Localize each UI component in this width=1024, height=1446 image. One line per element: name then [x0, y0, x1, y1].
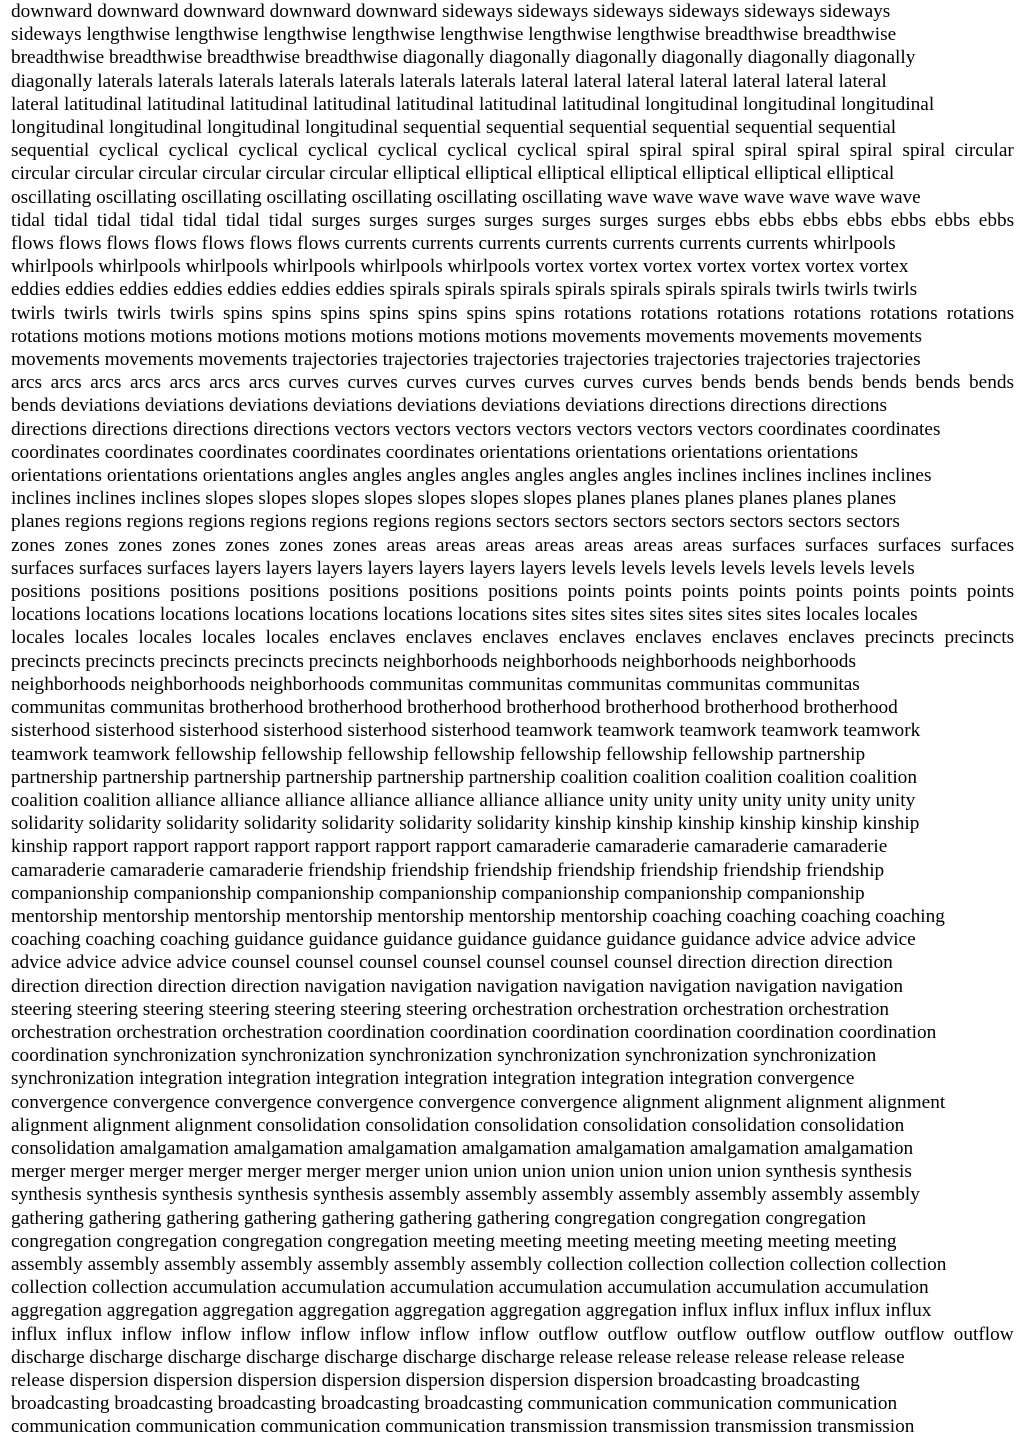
text-line: planes regions regions regions regions regions regions regions sectors sectors sectors sectors sectors sectors sectors [11, 511, 900, 533]
text-line: sequential cyclical cyclical cyclical cyclical cyclical cyclical cyclical spiral spiral spiral spiral spiral spiral spiral circular [11, 140, 1014, 162]
text-line: twirls twirls twirls twirls spins spins spins spins spins spins spins rotations rotations rotations rotations rotations rotations [11, 302, 1014, 324]
text-line: direction direction direction direction navigation navigation navigation navigation navigation navigation navigation [11, 975, 904, 997]
text-line: downward downward downward downward downward sideways sideways sideways sideways sideways sideways [11, 1, 891, 22]
text-line: positions positions positions positions positions positions positions points points points points points points points points [11, 581, 1014, 603]
text-line: locales locales locales locales locales enclaves enclaves enclaves enclaves enclaves enclaves enclaves precincts precincts [11, 627, 1014, 649]
text-line: teamwork teamwork fellowship fellowship fellowship fellowship fellowship fellowship fellowship partnership [11, 743, 866, 765]
text-line: flows flows flows flows flows flows flows currents currents currents currents currents currents currents whirlpools [11, 233, 896, 255]
text-line: partnership partnership partnership partnership partnership partnership coalition coalition coalition coalition coalition [11, 766, 917, 788]
text-line: tidal tidal tidal tidal tidal tidal tidal surges surges surges surges surges surges surges ebbs ebbs ebbs ebbs ebbs ebbs ebbs [11, 209, 1014, 231]
text-line: gathering gathering gathering gathering gathering gathering gathering congregation congregation congregation [11, 1207, 867, 1229]
text-line: coordination synchronization synchronization synchronization synchronization synchronization synchronization [11, 1045, 877, 1067]
text-line: longitudinal longitudinal longitudinal longitudinal sequential sequential sequential sequential sequential sequential [11, 117, 897, 139]
text-line: convergence convergence convergence convergence convergence convergence alignment alignment alignment alignment [11, 1091, 946, 1113]
text-line: kinship rapport rapport rapport rapport rapport rapport rapport camaraderie camaraderie camaraderie camaraderie [11, 836, 888, 858]
text-line: movements movements movements trajectories trajectories trajectories trajectories trajectories trajectories trajectories [11, 349, 921, 371]
text-line: neighborhoods neighborhoods neighborhoods communitas communitas communitas communitas communitas [11, 673, 860, 695]
text-line: congregation congregation congregation congregation meeting meeting meeting meeting meeting meeting meeting [11, 1230, 897, 1252]
text-line: zones zones zones zones zones zones zones areas areas areas areas areas areas areas surfaces surfaces surfaces surfaces [11, 534, 1014, 556]
text-line: precincts precincts precincts precincts precincts neighborhoods neighborhoods neighborhoods neighborhoods [11, 650, 856, 672]
text-line: camaraderie camaraderie camaraderie friendship friendship friendship friendship friendship friendship friendship [11, 859, 885, 881]
text-line: discharge discharge discharge discharge discharge discharge discharge release release release release release release [11, 1346, 905, 1368]
text-line: directions directions directions directions vectors vectors vectors vectors vectors vectors vectors coordinates coordinates [11, 418, 941, 440]
text-line: coalition coalition alliance alliance alliance alliance alliance alliance alliance unity unity unity unity unity unity unity [11, 789, 916, 811]
text-line: bends deviations deviations deviations deviations deviations deviations deviations directions directions directions [11, 395, 888, 417]
text-line: lateral latitudinal latitudinal latitudinal latitudinal latitudinal latitudinal latitudinal longitudinal longitudinal longitudinal [11, 93, 935, 115]
text-line: breadthwise breadthwise breadthwise breadthwise diagonally diagonally diagonally diagonally diagonally diagonally [11, 47, 916, 69]
text-line: orchestration orchestration orchestration coordination coordination coordination coordination coordination coordination [11, 1021, 937, 1043]
text-line: inclines inclines inclines slopes slopes slopes slopes slopes slopes slopes planes planes planes planes planes planes [11, 488, 897, 510]
text-line: oscillating oscillating oscillating oscillating oscillating oscillating oscillating wave wave wave wave wave wave wave [11, 186, 921, 208]
text-line: alignment alignment alignment consolidation consolidation consolidation consolidation consolidation consolidation [11, 1114, 905, 1136]
text-line: arcs arcs arcs arcs arcs arcs arcs curves curves curves curves curves curves curves bends bends bends bends bends bends [11, 372, 1014, 394]
text-line: surfaces surfaces surfaces layers layers layers layers layers layers layers levels levels levels levels levels levels levels [11, 557, 915, 579]
text-line: synchronization integration integration integration integration integration integration integration convergence [11, 1068, 855, 1090]
text-line: broadcasting broadcasting broadcasting broadcasting broadcasting communication communication communication [11, 1393, 898, 1415]
text-line: communitas communitas brotherhood brotherhood brotherhood brotherhood brotherhood brotherhood brotherhood [11, 697, 898, 719]
text-line: eddies eddies eddies eddies eddies eddies eddies spirals spirals spirals spirals spirals spirals spirals twirls twirls twirls [11, 279, 918, 301]
text-line: influx influx inflow inflow inflow inflow inflow inflow inflow outflow outflow outflow outflow outflow outflow outflow [11, 1323, 1014, 1345]
text-line: mentorship mentorship mentorship mentorship mentorship mentorship mentorship coaching coaching coaching coaching [11, 905, 945, 927]
text-line: communication communication communication communication transmission transmission transmission transmission [11, 1416, 915, 1438]
text-line: coaching coaching coaching guidance guidance guidance guidance guidance guidance guidance advice advice advice [11, 929, 916, 951]
text-line: circular circular circular circular circular circular elliptical elliptical elliptical elliptical elliptical elliptical elliptical [11, 163, 895, 185]
text-line: solidarity solidarity solidarity solidarity solidarity solidarity solidarity kinship kinship kinship kinship kinship kinship [11, 813, 920, 835]
text-line: release dispersion dispersion dispersion dispersion dispersion dispersion dispersion broadcasting broadcasting [11, 1369, 860, 1391]
text-line: locations locations locations locations locations locations locations sites sites sites sites sites sites sites locales locales [11, 604, 918, 626]
text-line: sideways lengthwise lengthwise lengthwise lengthwise lengthwise lengthwise lengthwise breadthwise breadthwise [11, 24, 897, 46]
text-line: companionship companionship companionship companionship companionship companionship companionship [11, 882, 865, 904]
text-line: steering steering steering steering steering steering steering orchestration orchestration orchestration orchestration [11, 998, 890, 1020]
text-line: assembly assembly assembly assembly assembly assembly assembly collection collection collection collection collection [11, 1253, 947, 1275]
text-line: merger merger merger merger merger merger merger union union union union union union union synthesis synthesis [11, 1161, 912, 1183]
text-line: whirlpools whirlpools whirlpools whirlpools whirlpools whirlpools vortex vortex vortex vortex vortex vortex vortex [11, 256, 909, 278]
text-line: coordinates coordinates coordinates coordinates coordinates orientations orientations orientations orientations [11, 441, 859, 463]
text-line: consolidation amalgamation amalgamation amalgamation amalgamation amalgamation amalgamation amalgamation [11, 1137, 914, 1159]
text-line: orientations orientations orientations angles angles angles angles angles angles angles inclines inclines inclines inclines [11, 465, 932, 487]
text-line: aggregation aggregation aggregation aggregation aggregation aggregation aggregation influx influx influx influx influx [11, 1300, 932, 1322]
body-text [11, 0, 1014, 1439]
text-line: synthesis synthesis synthesis synthesis synthesis assembly assembly assembly assembly assembly assembly assembly [11, 1184, 920, 1206]
text-line: advice advice advice advice counsel counsel counsel counsel counsel counsel counsel direction direction direction [11, 952, 893, 974]
text-line: rotations motions motions motions motions motions motions motions movements movements movements movements [11, 325, 923, 347]
text-line: collection collection accumulation accumulation accumulation accumulation accumulation accumulation accumulation [11, 1277, 929, 1299]
text-line: sisterhood sisterhood sisterhood sisterhood sisterhood sisterhood teamwork teamwork teamwork teamwork teamwork [11, 720, 921, 742]
text-line: diagonally laterals laterals laterals laterals laterals laterals laterals lateral lateral lateral lateral lateral lateral lateral [11, 70, 887, 92]
